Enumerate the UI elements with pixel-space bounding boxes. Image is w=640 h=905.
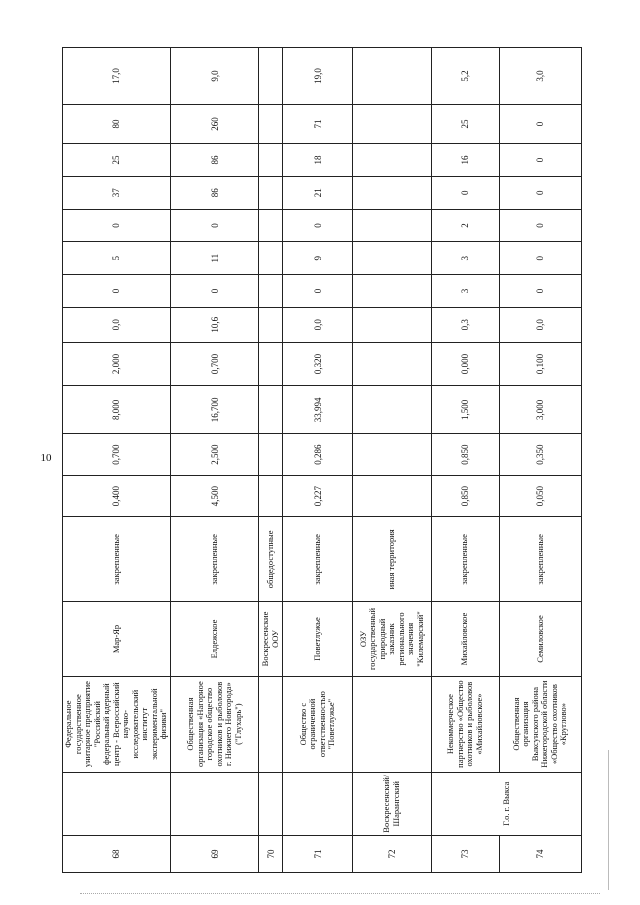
value-cell: 0,350 <box>499 434 581 475</box>
value-cell: 5,2 <box>431 48 499 105</box>
value-cell: 33,994 <box>283 386 353 434</box>
value-cell <box>353 104 431 143</box>
value-cell <box>353 48 431 105</box>
value-cell <box>259 48 283 105</box>
organization-cell: Общественная организация Выксунского района Нижегородской области «Общество охотников «Круглово» <box>499 676 581 772</box>
organization-cell: Общество с ограниченной ответственностью "Поветлужье" <box>283 676 353 772</box>
table-row <box>170 48 258 873</box>
organization-cell: Некоммерческое партнерство «Общество охотников и рыболовов «Михайловское» <box>431 676 499 772</box>
value-cell: 86 <box>170 144 258 177</box>
value-cell <box>259 176 283 209</box>
hunting-ground-cell: Поветлужье <box>283 602 353 676</box>
district-cell <box>170 772 258 835</box>
row-number: 72 <box>353 835 431 872</box>
value-cell: 0,320 <box>283 342 353 386</box>
value-cell: 0 <box>499 144 581 177</box>
category-cell: закрепленные <box>499 517 581 602</box>
value-cell: 0,286 <box>283 434 353 475</box>
value-cell: 37 <box>63 176 171 209</box>
value-cell: 0 <box>170 275 258 308</box>
value-cell: 80 <box>63 104 171 143</box>
value-cell: 0 <box>63 209 171 242</box>
district-cell <box>283 772 353 835</box>
value-cell: 0,700 <box>63 434 171 475</box>
value-cell: 9 <box>283 242 353 275</box>
table-row <box>63 48 171 873</box>
value-cell: 260 <box>170 104 258 143</box>
value-cell: 0 <box>63 275 171 308</box>
value-cell <box>259 434 283 475</box>
value-cell: 86 <box>170 176 258 209</box>
value-cell <box>353 144 431 177</box>
value-cell <box>259 307 283 342</box>
district-cell <box>63 772 171 835</box>
value-cell: 0,100 <box>499 342 581 386</box>
value-cell: 3,0 <box>499 48 581 105</box>
hunting-ground-cell: Воскресенские ООУ <box>259 602 283 676</box>
value-cell <box>259 386 283 434</box>
value-cell <box>259 275 283 308</box>
hunting-ground-cell: Семиловское <box>499 602 581 676</box>
hunting-ground-cell: Елдежское <box>170 602 258 676</box>
value-cell: 3 <box>431 242 499 275</box>
row-number: 69 <box>170 835 258 872</box>
row-number: 74 <box>499 835 581 872</box>
value-cell <box>353 475 431 516</box>
value-cell: 0,850 <box>431 475 499 516</box>
value-cell: 71 <box>283 104 353 143</box>
organization-cell <box>353 676 431 772</box>
value-cell: 10,6 <box>170 307 258 342</box>
value-cell: 4,500 <box>170 475 258 516</box>
value-cell: 2,000 <box>63 342 171 386</box>
district-cell <box>259 772 283 835</box>
value-cell: 0 <box>499 275 581 308</box>
value-cell: 0 <box>431 176 499 209</box>
table-row <box>499 48 581 873</box>
category-cell: закрепленные <box>283 517 353 602</box>
value-cell <box>353 342 431 386</box>
table-row <box>259 48 283 873</box>
value-cell: 3,000 <box>499 386 581 434</box>
value-cell <box>259 475 283 516</box>
value-cell <box>353 209 431 242</box>
district-cell: Воскресенский/ Шарангский <box>353 772 431 835</box>
value-cell: 2 <box>431 209 499 242</box>
hunting-ground-cell: ОЗУ государственный природный заказник регионального значения "Килемарский" <box>353 602 431 676</box>
organization-cell: Общественная организация «Нагорное городское общество охотников и рыболовов г. Нижнего Новгорода» ("Глухарь") <box>170 676 258 772</box>
row-number: 73 <box>431 835 499 872</box>
value-cell <box>259 342 283 386</box>
scan-noise-line <box>80 893 600 895</box>
value-cell: 1,500 <box>431 386 499 434</box>
category-cell: закрепленные <box>170 517 258 602</box>
value-cell: 0 <box>499 209 581 242</box>
value-cell: 21 <box>283 176 353 209</box>
value-cell <box>259 104 283 143</box>
value-cell <box>353 386 431 434</box>
value-cell <box>259 209 283 242</box>
value-cell: 0,0 <box>499 307 581 342</box>
value-cell: 0,050 <box>499 475 581 516</box>
row-number: 70 <box>259 835 283 872</box>
value-cell <box>353 176 431 209</box>
value-cell: 0 <box>499 242 581 275</box>
value-cell: 25 <box>63 144 171 177</box>
row-number: 71 <box>283 835 353 872</box>
value-cell: 3 <box>431 275 499 308</box>
table-row <box>431 48 499 873</box>
category-cell: общедоступные <box>259 517 283 602</box>
value-cell: 0,000 <box>431 342 499 386</box>
category-cell: закрепленные <box>63 517 171 602</box>
value-cell: 0,227 <box>283 475 353 516</box>
category-cell: иная территория <box>353 517 431 602</box>
hunting-ground-cell: Мар-Яр <box>63 602 171 676</box>
value-cell: 19,0 <box>283 48 353 105</box>
value-cell: 11 <box>170 242 258 275</box>
value-cell: 0 <box>499 104 581 143</box>
value-cell <box>259 144 283 177</box>
value-cell: 0,850 <box>431 434 499 475</box>
organization-cell <box>259 676 283 772</box>
value-cell: 2,500 <box>170 434 258 475</box>
hunting-grounds-table <box>62 47 582 873</box>
table-row <box>283 48 353 873</box>
value-cell: 25 <box>431 104 499 143</box>
hunting-ground-cell: Михайловское <box>431 602 499 676</box>
value-cell: 0,400 <box>63 475 171 516</box>
value-cell: 16,700 <box>170 386 258 434</box>
value-cell: 17,0 <box>63 48 171 105</box>
page-number: 10 <box>40 452 52 464</box>
table-row <box>353 48 431 873</box>
district-cell: Г.о. г. Выкса <box>431 772 581 835</box>
value-cell: 8,000 <box>63 386 171 434</box>
value-cell: 5 <box>63 242 171 275</box>
value-cell <box>353 242 431 275</box>
value-cell: 0 <box>170 209 258 242</box>
value-cell: 18 <box>283 144 353 177</box>
value-cell: 0 <box>283 209 353 242</box>
value-cell <box>353 307 431 342</box>
scan-edge-line <box>608 750 609 890</box>
value-cell <box>259 242 283 275</box>
value-cell: 0,700 <box>170 342 258 386</box>
value-cell <box>353 275 431 308</box>
organization-cell: Федеральное государственное унитарное предприятие "Российский федеральный ядерный центр - Всероссийский научно-исследовательский институт экспериментальной физики" <box>63 676 171 772</box>
value-cell: 0 <box>499 176 581 209</box>
value-cell: 0,0 <box>63 307 171 342</box>
value-cell: 0,0 <box>283 307 353 342</box>
value-cell: 16 <box>431 144 499 177</box>
category-cell: закрепленные <box>431 517 499 602</box>
value-cell <box>353 434 431 475</box>
value-cell: 9,0 <box>170 48 258 105</box>
row-number: 68 <box>63 835 171 872</box>
value-cell: 0,3 <box>431 307 499 342</box>
rotated-table-container <box>62 47 582 873</box>
value-cell: 0 <box>283 275 353 308</box>
